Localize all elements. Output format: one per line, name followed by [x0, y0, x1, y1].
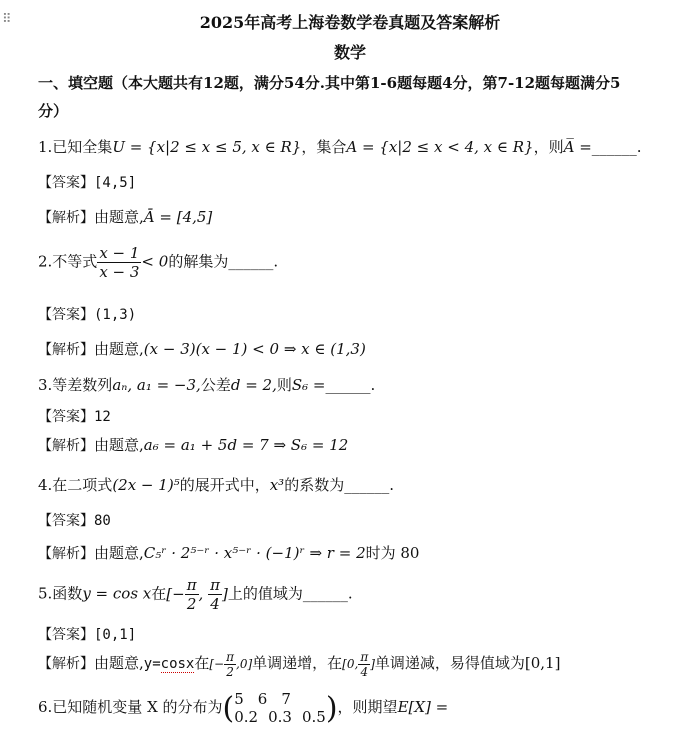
- section-heading: 一、填空题（本大题共有12题，满分54分.其中第1-6题每题4分，第7-12题每题满分5: [38, 74, 621, 92]
- answer-tag: 【答案】: [38, 175, 94, 191]
- analysis-5-pi-2: π: [360, 650, 369, 664]
- q6-expectation: E[X] =: [397, 698, 449, 716]
- question-3: [38, 374, 375, 395]
- q2-text-2: 的解集为______.: [168, 252, 279, 271]
- answer-2-value: (1,3): [94, 307, 137, 323]
- drag-handle-icon[interactable]: ⠿: [2, 12, 12, 27]
- analysis-5-text: 在: [194, 654, 210, 672]
- q5-interval-right: ]: [221, 584, 228, 603]
- analysis-tag: 【解析】: [38, 210, 94, 226]
- q4-binomial: (2x − 1)⁵: [112, 476, 180, 494]
- analysis-reason: 由题意,: [94, 340, 144, 358]
- analysis-reason: 由题意,: [94, 654, 144, 672]
- analysis-2: [38, 338, 366, 359]
- analysis-reason: 由题意,: [94, 208, 144, 226]
- question-6: 6.已知随机变量 X 的分布为( 5 6 7 0.2 0.3 0.5 )，则期望E[X] =: [38, 690, 449, 726]
- analysis-5-text-3: 单调递减，易得值域为[0,1]: [374, 654, 561, 672]
- answer-3: [38, 406, 111, 426]
- analysis-5-interval-1: [209, 650, 253, 679]
- analysis-4-work: C₅ʳ · 2⁵⁻ʳ · x⁵⁻ʳ · (−1)ʳ ⇒ r = 2: [143, 544, 366, 562]
- answer-tag: 【答案】: [38, 409, 94, 425]
- q5-pi-2: π: [210, 576, 220, 594]
- q5-pi-1: π: [186, 576, 197, 594]
- q4-term: x³: [269, 476, 285, 494]
- analysis-5-i1-left: [−: [209, 657, 225, 671]
- question-1: [38, 136, 642, 157]
- q6-probs-row: [234, 708, 326, 726]
- answer-5-value: [0,1]: [94, 627, 137, 643]
- answer-4-value: 80: [94, 513, 111, 529]
- q5-interval-left: [−: [166, 584, 185, 603]
- analysis-tag: 【解析】: [38, 656, 94, 672]
- q6-text-2: ，则期望: [337, 698, 398, 716]
- answer-2: [38, 304, 136, 324]
- q2-text: 2.不等式: [38, 252, 98, 271]
- question-5: [38, 576, 353, 613]
- q2-fraction: [97, 244, 141, 281]
- q5-function: y = cos x: [82, 584, 152, 603]
- q4-text: 4.在二项式: [38, 476, 113, 494]
- answer-3-value: 12: [94, 409, 111, 425]
- analysis-5-cosx: cosx: [160, 656, 195, 672]
- q4-text-2: 的展开式中，: [179, 476, 270, 494]
- q6-values-row: [234, 690, 326, 708]
- q6-value: 7: [281, 690, 291, 708]
- analysis-5-i2-right: ]: [370, 657, 375, 671]
- analysis-5-two: 2: [226, 665, 234, 679]
- analysis-1-work: Ā = [4,5]: [143, 208, 213, 226]
- q3-blank: ______.: [325, 376, 376, 394]
- q6-text: 6.已知随机变量 X 的分布为: [38, 698, 223, 716]
- q6-value: 5: [234, 690, 244, 708]
- q3-sequence: aₙ, a₁ = −3,: [112, 376, 201, 394]
- analysis-4-tail: 时为 80: [365, 544, 420, 562]
- analysis-tag: 【解析】: [38, 342, 94, 358]
- answer-1-value: [4,5]: [94, 175, 137, 191]
- q5-interval: [166, 576, 228, 613]
- analysis-5-pi-1: π: [226, 650, 235, 664]
- question-2: [38, 244, 278, 281]
- analysis-3-work: a₆ = a₁ + 5d = 7 ⇒ S₆ = 12: [143, 436, 349, 454]
- q6-value: 6: [257, 690, 268, 708]
- analysis-reason: 由题意,: [94, 436, 144, 454]
- answer-tag: 【答案】: [38, 307, 94, 323]
- q5-four: 4: [210, 595, 220, 613]
- analysis-5-i2-left: [0,: [342, 657, 359, 671]
- q5-frac-2: [208, 576, 222, 613]
- analysis-5-frac-2: [358, 650, 370, 679]
- q6-prob: 0.2: [234, 708, 259, 726]
- analysis-tag: 【解析】: [38, 546, 94, 562]
- q6-prob: 0.5: [301, 708, 326, 726]
- analysis-5-frac-1: [224, 650, 236, 679]
- q5-text: 5.函数: [38, 584, 83, 603]
- analysis-5-y: y=: [143, 656, 161, 672]
- q2-relation: < 0: [141, 252, 169, 271]
- q5-frac-1: [185, 576, 199, 613]
- q1-set-a: A = {x|2 ≤ x < 4, x ∈ R}: [346, 138, 534, 156]
- analysis-5-text-2: 单调递增，在: [252, 654, 343, 672]
- q3-text-3: 则: [276, 376, 292, 394]
- analysis-3: [38, 434, 348, 455]
- answer-1: [38, 172, 136, 192]
- q1-complement: A̅ =: [563, 138, 592, 156]
- q3-difference: d = 2,: [230, 376, 277, 394]
- q3-sum: S₆ =: [291, 376, 326, 394]
- answer-tag: 【答案】: [38, 513, 94, 529]
- q5-text-2: 在: [151, 584, 167, 603]
- analysis-tag: 【解析】: [38, 438, 94, 454]
- q2-denominator: x − 3: [99, 263, 140, 281]
- q5-comma: ,: [198, 584, 209, 603]
- analysis-5-four: 4: [360, 665, 369, 679]
- analysis-5-i1-right: ,0]: [236, 657, 253, 671]
- q2-numerator: x − 1: [99, 244, 140, 262]
- page-title: 2025年高考上海卷数学卷真题及答案解析: [199, 13, 501, 32]
- q3-text-2: 公差: [200, 376, 231, 394]
- section-heading-cont: 分）: [38, 102, 69, 120]
- q5-two: 2: [186, 595, 197, 613]
- q6-prob: 0.3: [268, 708, 292, 726]
- answer-tag: 【答案】: [38, 627, 94, 643]
- answer-5: [38, 624, 136, 644]
- analysis-5: [38, 650, 560, 679]
- analysis-5-interval-2: [342, 650, 375, 679]
- q1-text-3: ，则: [533, 138, 564, 156]
- answer-4: [38, 510, 111, 530]
- q1-universal-set: U = {x|2 ≤ x ≤ 5, x ∈ R}: [112, 138, 302, 156]
- q6-distribution: [234, 690, 326, 726]
- analysis-2-work: (x − 3)(x − 1) < 0 ⇒ x ∈ (1,3): [143, 340, 366, 358]
- q1-blank: ______.: [591, 138, 642, 156]
- page-subtitle: 数学: [333, 43, 366, 62]
- analysis-4: [38, 542, 419, 563]
- q3-text: 3.等差数列: [38, 376, 113, 394]
- q5-text-3: 上的值域为______.: [227, 584, 353, 603]
- analysis-1: [38, 206, 212, 227]
- question-4: [38, 474, 394, 495]
- analysis-reason: 由题意,: [94, 544, 144, 562]
- q1-text-2: ，集合: [301, 138, 347, 156]
- q4-text-3: 的系数为______.: [284, 476, 394, 494]
- q1-text: 1.已知全集: [38, 138, 113, 156]
